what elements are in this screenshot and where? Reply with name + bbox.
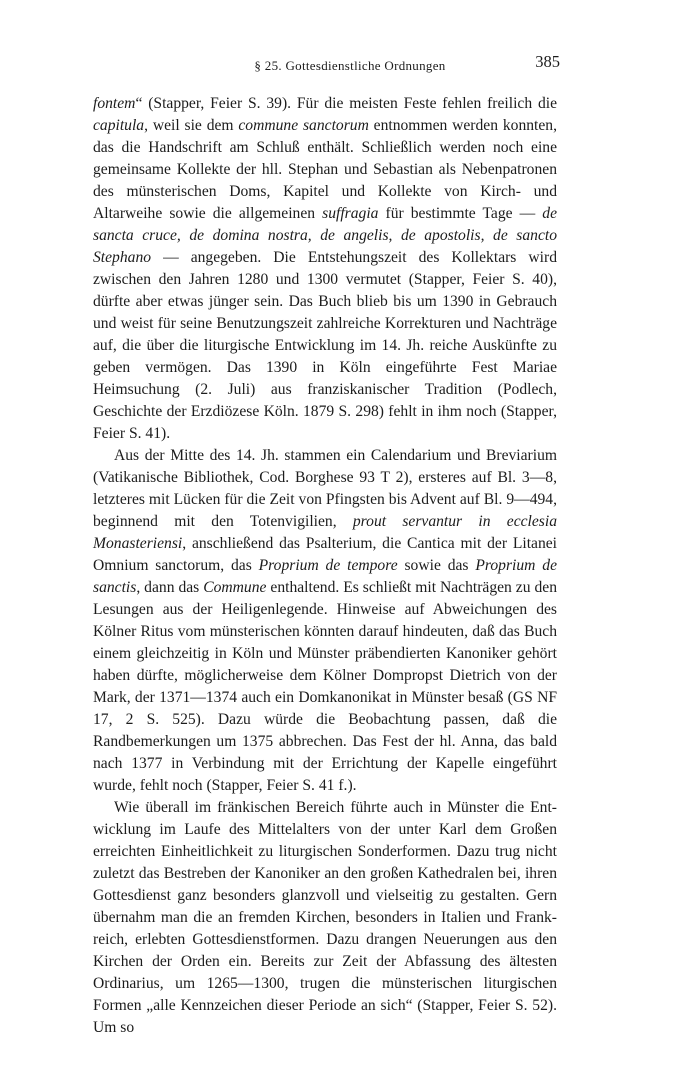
- paragraph: [93, 445, 557, 797]
- text-run: Aus der Mitte des 14. Jh. stammen ein Calendarium und Breviarium (Vatikanische Bibliothek, Cod. Borghese 93 T 2), ersteres auf Bl. 3—8, letzteres mit Lücken für die Zeit von Pfingsten bis Advent auf Bl. 9—494, beginnend mit den Totenvigilien,: [93, 447, 557, 530]
- text-run: “ (Stapper, Feier S. 39). Für die meisten Feste fehlen freilich die: [135, 95, 557, 112]
- text-run: sowie das: [397, 557, 476, 574]
- italic-term: prout servantur in ecclesia Monasteriensi: [93, 513, 557, 552]
- page-number: 385: [535, 52, 560, 71]
- text-run: enthaltend. Es schließt mit Nachträgen zu den Lesungen aus der Heiligenlegende. Hinweise auf Abweichungen des Kölner Ritus vom münsterischen könnten darauf hindeuten, daß das Buch einem gleichzeitig in Köln und Münster präbendierten Kanoniker gehört haben dürfte, möglicherweise dem Kölner Dompropst Dietrich von der Mark, der 1371—1374 auch ein Domkanonikat in Münster besaß (GS NF 17, 2 S. 525). Dazu würde die Beobachtung passen, daß die Randbemerkungen um 1375 abbrechen. Das Fest der hl. Anna, das bald nach 1377 in Verbindung mit der Errichtung der Kapelle eingeführt wurde, fehlt noch (Stapper, Feier S. 41 f.).: [93, 579, 557, 794]
- body-text: [93, 93, 557, 1039]
- paragraph: [93, 93, 557, 445]
- italic-term: de sancta cruce, de domina nostra, de angelis, de apostolis, de sancto Stephano: [93, 205, 557, 266]
- italic-term: Proprium de tempore: [258, 557, 398, 574]
- text-run: , dann das: [136, 579, 204, 596]
- running-head: [0, 52, 700, 74]
- paragraph: [93, 797, 557, 1039]
- text-run: , anschließend das Psalterium, die Cantica mit der Litanei Omnium sanctorum, das: [93, 535, 557, 574]
- italic-term: Commune: [203, 579, 267, 596]
- italic-term: capitula: [93, 117, 145, 134]
- italic-term: fontem: [93, 95, 136, 112]
- italic-term: commune sanctorum: [238, 117, 369, 134]
- text-run: — angegeben. Die Entstehungszeit des Kollektars wird zwischen den Jahren 1280 und 1300 vermutet (Stapper, Feier S. 40), dürfte aber etwas jünger sein. Das Buch blieb bis um 1390 in Gebrauch und weist für seine Benutzungszeit zahlreiche Korrekturen und Nachträge auf, die über die liturgische Entwicklung im 14. Jh. reiche Auskünfte zu geben vermögen. Das 1390 in Köln eingeführte Fest Mariae Heimsuchung (2. Juli) aus franziskanischer Tradition (Podlech, Geschichte der Erzdiözese Köln. 1879 S. 298) fehlt in ihm noch (Stapper, Feier S. 41).: [93, 249, 557, 442]
- italic-term: suffragia: [322, 205, 379, 222]
- italic-term: Proprium de sanctis: [93, 557, 557, 596]
- running-head-title: § 25. Gottesdienstliche Ordnungen: [254, 58, 446, 73]
- text-run: entnommen werden konnten, das die Handschrift am Schluß enthält. Schließlich werden noch eine gemeinsame Kollekte der hll. Stephan und Sebastian als Nebenpatronen des münsterischen Doms, Kapitel und Kollekte von Kirch- und Altarweihe sowie die allgemeinen: [93, 117, 557, 222]
- text-run: für bestimmte Tage —: [378, 205, 543, 222]
- text-run: Wie überall im fränkischen Bereich führte auch in Münster die Entwicklung im Laufe des Mittelalters von der unter Karl dem Großen erreichten Einheitlichkeit zu liturgischen Sonderformen. Dazu trug nicht zuletzt das Bestreben der Kanoniker an den großen Kathedralen bei, ihren Gottesdienst ganz besonders glanzvoll und vielseitig zu gestalten. Gern übernahm man die an fremden Kirchen, besonders in Italien und Frankreich, erlebten Gottesdienstformen. Dazu drangen Neuerungen aus den Kirchen der Orden ein. Bereits zur Zeit der Abfassung des ältesten Ordinarius, um 1265—1300, trugen die münsterischen liturgischen Formen „alle Kennzeichen dieser Periode an sich“ (Stapper, Feier S. 52). Um so: [93, 799, 557, 1036]
- text-run: , weil sie dem: [144, 117, 239, 134]
